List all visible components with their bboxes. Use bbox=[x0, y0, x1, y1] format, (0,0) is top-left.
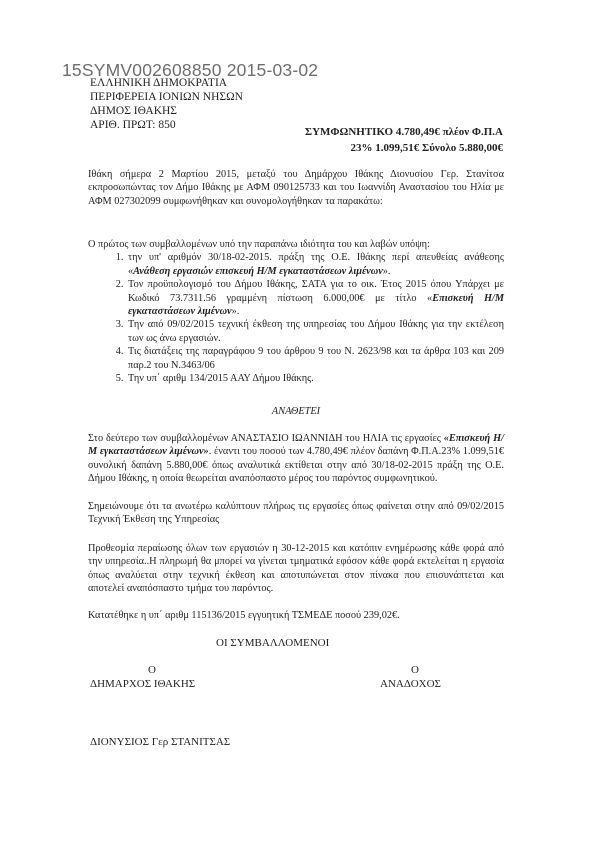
obligations-section bbox=[88, 238, 504, 385]
header-protocol-number: ΑΡΙΘ. ΠΡΩΤ: 850 bbox=[90, 119, 176, 131]
contractor-role: ΑΝΑΔΟΧΟΣ bbox=[380, 678, 441, 690]
contractors-title: ΟΙ ΣΥΜΒΑΛΛΟΜΕΝΟΙ bbox=[216, 637, 330, 649]
assignment-paragraph: Στο δεύτερο των συμβαλλομένων ΑΝΑΣΤΑΣΙΟ ΙΩΑΝΝΙΔΗ του ΗΛΙΑ τις εργασίες «Επισκευή Η/Μ εγκαταστάσεων λιμένων». έναντι του ποσού των 4.780,49€ πλέον δαπάνη Φ.Π.Α.23% 1.099,51€ συνολική δαπάνη 5.880,00€ όπως αναλυτικά εκτίθεται στην από 30/18-02-2015 πράξη της Ο.Ε. Δήμου Ιθάκης, η οποία θεωρείται αναπόσπαστο μέρος του παρόντος συμφωνητικού. bbox=[88, 433, 504, 485]
list-item: 4. Τις διατάξεις της παραγράφου 9 του άρθρου 9 του Ν. 2623/98 και τα άρθρα 103 και 209 παρ.2 του Ν.3463/06 bbox=[126, 345, 504, 372]
mayor-role: ΔΗΜΑΡΧΟΣ ΙΘΑΚΗΣ bbox=[90, 678, 196, 690]
signatory-name: ΔΙΟΝΥΣΙΟΣ Γερ ΣΤΑΝΙΤΣΑΣ bbox=[90, 736, 231, 748]
header-region: ΠΕΡΙΦΕΡΕΙΑ ΙΟΝΙΩΝ ΝΗΣΩΝ bbox=[90, 91, 243, 103]
assigns-heading: ΑΝΑΘΕΤΕΙ bbox=[271, 406, 321, 417]
considerations-list bbox=[88, 251, 504, 385]
header-block bbox=[90, 76, 243, 132]
list-item: 3. Την από 09/02/2015 τεχνική έκθεση της υπηρεσίας του Δήμου Ιθάκης για την εκτέλεση των ως άνω εργασιών. bbox=[126, 318, 504, 345]
contract-summary-line2: 23% 1.099,51€ Σύνολο 5.880,00€ bbox=[350, 142, 503, 154]
note-paragraph: Σημειώνουμε ότι τα ανωτέρω καλύπτουν πλήρως τις εργασίες όπως φαίνεται στην από 09/02/2015 Τεχνική Έκθεση της Υπηρεσίας bbox=[88, 501, 504, 526]
list-item: 2. Τον προϋπολογισμό του Δήμου Ιθάκης, ΣΑΤΑ για το οικ. Έτος 2015 όπου Υπάρχει με Κωδικό 73.7311.56 γραμμένη πίστωση 6.000,00€ με τίτλο «Επισκευή Η/Μ εγκαταστάσεων λιμένων». bbox=[126, 278, 504, 318]
document-stamp: 15SYMV002608850 2015-03-02 bbox=[62, 60, 319, 80]
first-party-text: Ο πρώτος των συμβαλλομένων υπό την παραπάνω ιδιότητα του και λαβών υπόψη: bbox=[88, 239, 430, 250]
contract-summary-line1: ΣΥΜΦΩΝΗΤΙΚΟ 4.780,49€ πλέον Φ.Π.Α bbox=[304, 126, 503, 138]
guarantee-paragraph: Κατατέθηκε η υπ΄ αριθμ 115136/2015 εγγυητική ΤΣΜΕΔΕ ποσού 239,02€. bbox=[88, 610, 400, 621]
list-item: 5. Την υπ΄ αριθμ 134/2015 ΑΑΥ Δήμου Ιθάκης. bbox=[126, 372, 504, 385]
deadline-paragraph: Προθεσμία περαίωσης όλων των εργασιών η 30-12-2015 και κατόπιν ενημέρωσης κάθε φορά από την υπηρεσία..Η πληρωμή θα μπορεί να γίνεται τμηματικά εφόσον κάθε φορά εκτελείται η εργασία όπως αναλύεται στην τεχνική έκθεση και αποτυπώνεται στον πίνακα που επισυνάπτεται και αποτελεί αναπόσπαστο τμήμα του παρόντος. bbox=[88, 543, 504, 595]
left-article: Ο bbox=[148, 664, 156, 676]
list-item: 1. την υπ' αριθμόν 30/18-02-2015. πράξη της Ο.Ε. Ιθάκης περί απευθείας ανάθεσης «Ανάθεση εργασιών επισκευή Η/Μ εγκαταστάσεων λιμένων». bbox=[126, 251, 504, 278]
intro-paragraph: Ιθάκη σήμερα 2 Μαρτίου 2015, μεταξύ του Δημάρχου Ιθάκης Διονυσίου Γερ. Στανίτσα εκπροσωπώντας τον Δήμο Ιθάκης με ΑΦΜ 090125733 και του Ιωαννίδη Αναστασίου του Ηλία με ΑΦΜ 027302099 συμφωνήθηκαν και συνομολογήθηκαν τα παρακάτω: bbox=[88, 169, 504, 207]
right-article: Ο bbox=[411, 664, 419, 676]
header-republic: ΕΛΛΗΝΙΚΗ ΔΗΜΟΚΡΑΤΙΑ bbox=[90, 77, 228, 89]
header-municipality: ΔΗΜΟΣ ΙΘΑΚΗΣ bbox=[90, 105, 177, 117]
